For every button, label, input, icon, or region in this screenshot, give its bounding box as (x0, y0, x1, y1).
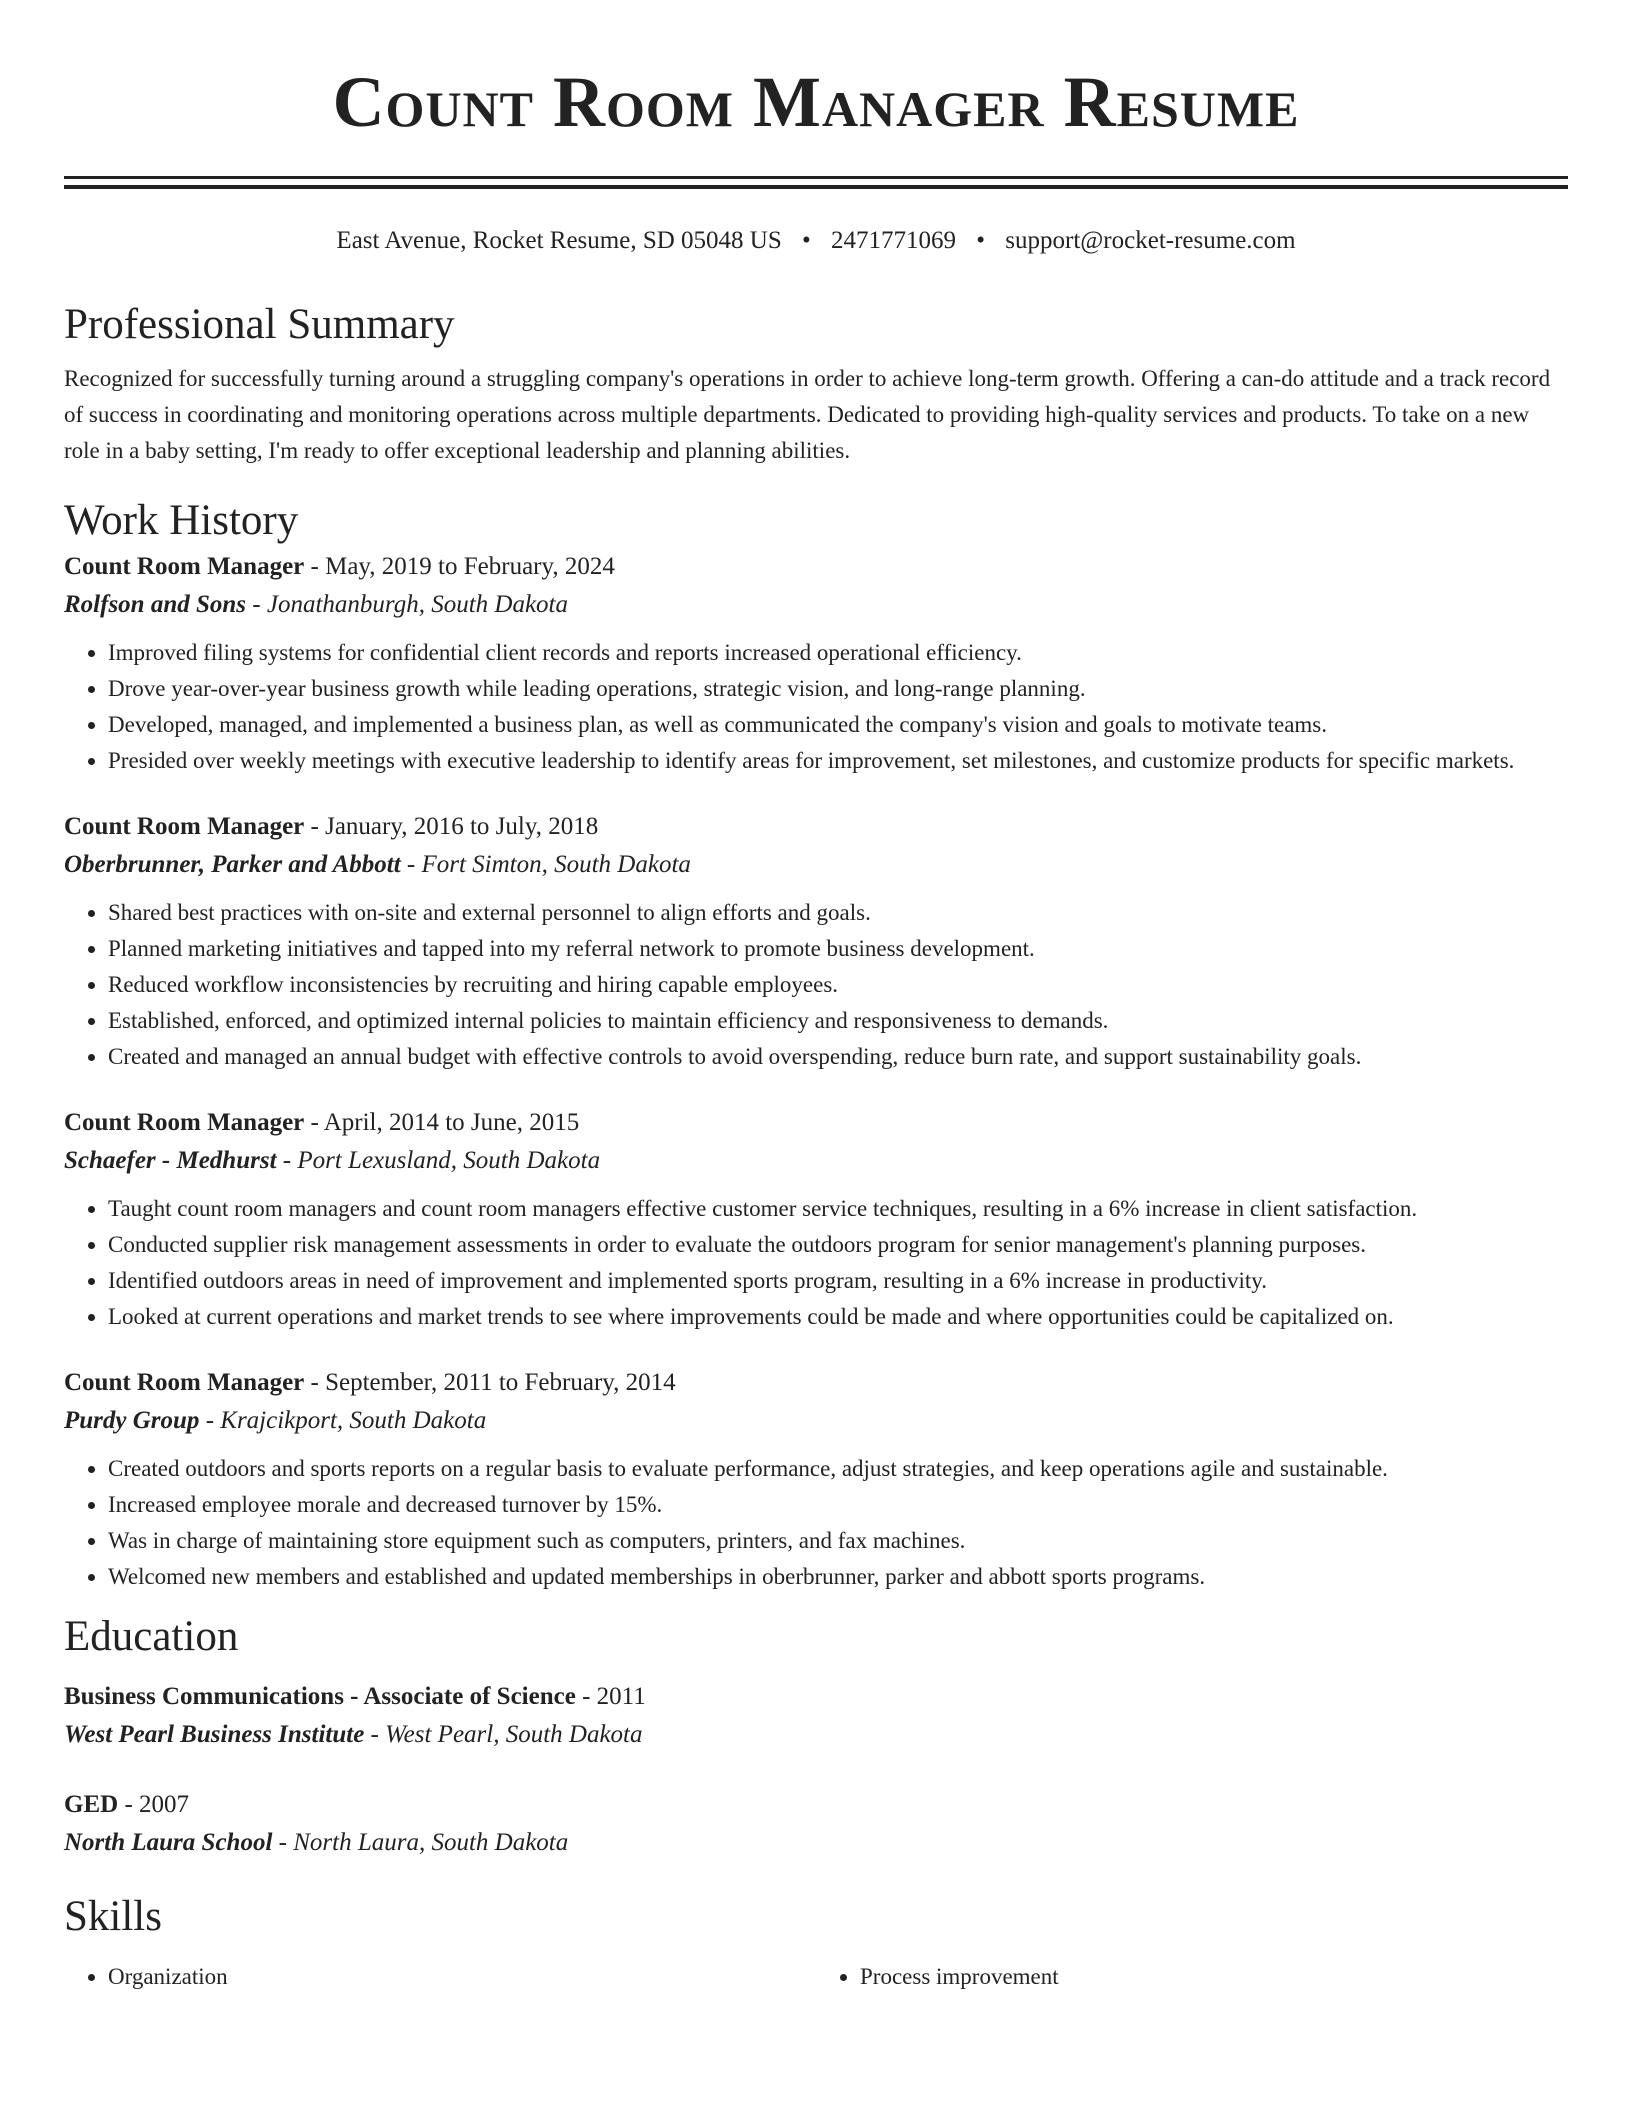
title-divider-thin (64, 176, 1568, 179)
job-entry (64, 1105, 1568, 1335)
education-header (64, 1679, 1568, 1715)
skills-list (64, 1959, 1568, 1995)
education-entry (64, 1679, 1568, 1755)
contact-separator: • (802, 227, 811, 254)
education-location: - North Laura, South Dakota (272, 1829, 569, 1856)
list-item: • Drove year-over-year business growth while leading operations, strategic vision, and long-range planning. (108, 671, 1568, 707)
job-location: - Fort Simton, South Dakota (400, 851, 691, 878)
job-bullets (64, 1451, 1568, 1595)
list-item: • Created outdoors and sports reports on a regular basis to evaluate performance, adjust strategies, and keep operations agile and sustainable. (108, 1451, 1568, 1487)
skills-column-right (816, 1959, 1568, 1995)
education-school-line (64, 1715, 1568, 1755)
job-location: - Krajcikport, South Dakota (199, 1407, 487, 1434)
list-item: • Conducted supplier risk management assessments in order to evaluate the outdoors program for senior management's planning purposes. (108, 1227, 1568, 1263)
job-bullets (64, 635, 1568, 779)
work-history-heading: Work History (64, 497, 299, 544)
contact-address: East Avenue, Rocket Resume, SD 05048 US (336, 227, 782, 254)
job-dates: - April, 2014 to June, 2015 (304, 1109, 580, 1136)
list-item: • Taught count room managers and count room managers effective customer service techniques, resulting in a 6% increase in client satisfaction. (108, 1191, 1568, 1227)
list-item: • Reduced workflow inconsistencies by recruiting and hiring capable employees. (108, 967, 1568, 1003)
job-header (64, 809, 1568, 845)
list-item: • Was in charge of maintaining store equipment such as computers, printers, and fax machines. (108, 1523, 1568, 1559)
list-item: • Planned marketing initiatives and tapped into my referral network to promote business development. (108, 931, 1568, 967)
list-item: • Increased employee morale and decreased turnover by 15%. (108, 1487, 1568, 1523)
education-header (64, 1787, 1568, 1823)
education-entry (64, 1787, 1568, 1863)
job-company: Rolfson and Sons (64, 591, 247, 618)
education-school: North Laura School (64, 1829, 273, 1856)
job-title: Count Room Manager (64, 553, 305, 580)
skills-heading: Skills (64, 1893, 162, 1940)
summary-text: Recognized for successfully turning around a struggling company's operations in order to achieve long-term growth. Offering a can-do attitude and a track record of success in coordinating and monitoring operations across multiple departments. Dedicated to providing high-quality services and products. To take on a new role in a baby setting, I'm ready to offer exceptional leadership and planning abilities. (64, 366, 1551, 463)
job-dates: - January, 2016 to July, 2018 (304, 813, 599, 840)
job-company: Schaefer - Medhurst (64, 1147, 277, 1174)
education-location: - West Pearl, South Dakota (364, 1721, 643, 1748)
job-dates: - September, 2011 to February, 2014 (304, 1369, 676, 1396)
education-year: - 2007 (118, 1791, 190, 1818)
list-item: • Improved filing systems for confidential client records and reports increased operational efficiency. (108, 635, 1568, 671)
job-entry (64, 809, 1568, 1075)
job-header (64, 549, 1568, 585)
contact-line (64, 225, 1568, 257)
education-degree: GED (64, 1791, 119, 1818)
job-company: Purdy Group (64, 1407, 200, 1434)
job-title: Count Room Manager (64, 1109, 305, 1136)
job-location: - Port Lexusland, South Dakota (276, 1147, 601, 1174)
job-bullets (64, 895, 1568, 1075)
job-title: Count Room Manager (64, 1369, 305, 1396)
job-bullets (64, 1191, 1568, 1335)
skill-item: • Organization (108, 1959, 816, 1995)
job-header (64, 1365, 1568, 1401)
job-company-line (64, 1401, 1568, 1441)
job-header (64, 1105, 1568, 1141)
contact-email: support@rocket-resume.com (1005, 227, 1296, 254)
job-title: Count Room Manager (64, 813, 305, 840)
job-company-line (64, 845, 1568, 885)
skills-column-left (64, 1959, 816, 1995)
job-location: - Jonathanburgh, South Dakota (246, 591, 568, 618)
list-item: • Looked at current operations and market trends to see where improvements could be made and where opportunities could be capitalized on. (108, 1299, 1568, 1335)
list-item: • Presided over weekly meetings with executive leadership to identify areas for improvement, set milestones, and customize products for specific markets. (108, 743, 1568, 779)
list-item: • Welcomed new members and established and updated memberships in oberbrunner, parker and abbott sports programs. (108, 1559, 1568, 1595)
job-entry (64, 549, 1568, 779)
contact-separator: • (976, 227, 986, 254)
job-dates: - May, 2019 to February, 2024 (304, 553, 615, 580)
education-school: West Pearl Business Institute (64, 1721, 365, 1748)
education-heading: Education (64, 1613, 239, 1660)
education-degree: Business Communications - Associate of Science (64, 1683, 576, 1710)
list-item: • Created and managed an annual budget with effective controls to avoid overspending, reduce burn rate, and support sustainability goals. (108, 1039, 1568, 1075)
list-item: • Developed, managed, and implemented a business plan, as well as communicated the company's vision and goals to motivate teams. (108, 707, 1568, 743)
education-year: - 2011 (575, 1683, 646, 1710)
title-divider-thick (64, 185, 1568, 189)
list-item: • Identified outdoors areas in need of improvement and implemented sports program, resulting in a 6% increase in productivity. (108, 1263, 1568, 1299)
education-school-line (64, 1823, 1568, 1863)
list-item: • Established, enforced, and optimized internal policies to maintain efficiency and responsiveness to demands. (108, 1003, 1568, 1039)
list-item: • Shared best practices with on-site and external personnel to align efforts and goals. (108, 895, 1568, 931)
summary-heading: Professional Summary (64, 301, 455, 348)
skill-item: • Process improvement (860, 1959, 1568, 1995)
job-entry (64, 1365, 1568, 1595)
resume-title: Count Room Manager Resume (332, 62, 1300, 142)
contact-phone: 2471771069 (831, 227, 957, 254)
job-company-line (64, 1141, 1568, 1181)
job-company: Oberbrunner, Parker and Abbott (64, 851, 401, 878)
job-company-line (64, 585, 1568, 625)
